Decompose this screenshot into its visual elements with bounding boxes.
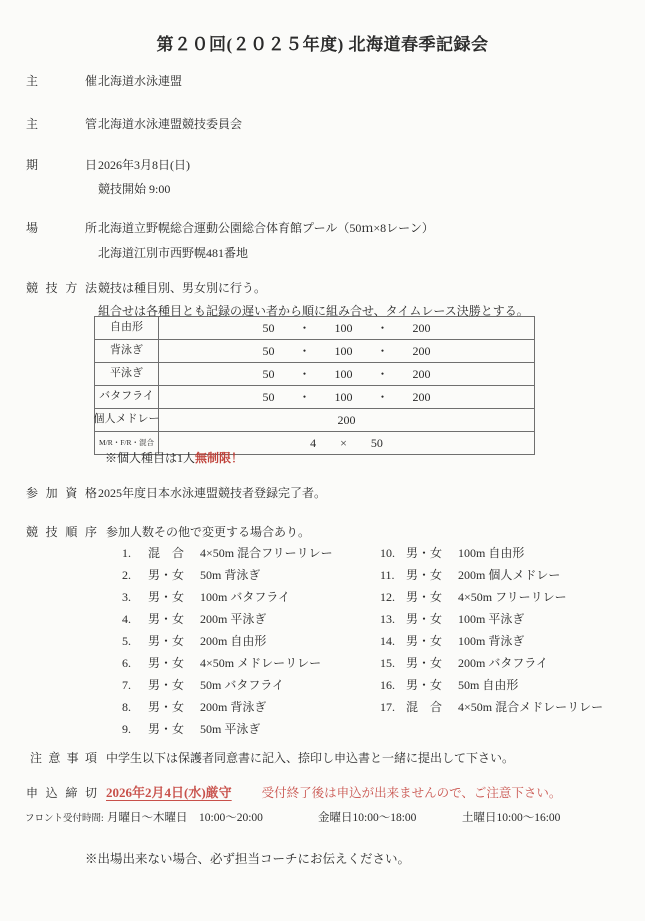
deadline-warning: 受付終了後は申込が出来ませんので、ご注意下さい。 — [261, 786, 562, 800]
event-name: 100m 背泳ぎ — [458, 634, 525, 648]
deadline-date: 2026年2月4日(水)厳守 — [106, 785, 232, 800]
event-name: 100m 自由形 — [458, 546, 525, 560]
event-item — [122, 678, 333, 700]
table-row-distances: 200 — [337, 412, 356, 427]
event-item — [122, 634, 333, 656]
event-name: 200m バタフライ — [458, 656, 548, 670]
event-item — [122, 722, 333, 744]
table-row-label: 背泳ぎ — [95, 340, 159, 362]
table-row-distances: 50 ・ 100 ・ 200 — [262, 343, 431, 358]
event-name: 200m 個人メドレー — [458, 568, 561, 582]
event-name: 200m 平泳ぎ — [200, 612, 267, 626]
event-list-left — [122, 546, 333, 744]
event-number: 4. — [122, 612, 131, 626]
event-number: 10. — [380, 546, 395, 560]
table-row-distances: 50 ・ 100 ・ 200 — [262, 366, 431, 381]
event-name: 200m 背泳ぎ — [200, 700, 267, 714]
event-number: 9. — [122, 722, 131, 736]
event-group: 男・女 — [406, 590, 443, 604]
method-label: 競技方法 — [26, 281, 98, 295]
date-label: 期 日 — [26, 158, 98, 172]
event-name: 4×50m メドレーリレー — [200, 656, 322, 670]
event-number: 13. — [380, 612, 395, 626]
footer-note: ※出場出来ない場合、必ず担当コーチにお伝えください。 — [85, 852, 411, 866]
table-note — [105, 451, 243, 466]
event-group: 男・女 — [148, 700, 185, 714]
event-group: 男・女 — [406, 612, 443, 626]
event-item — [122, 546, 333, 568]
event-group: 男・女 — [148, 590, 185, 604]
table-note-prefix: ※個人種目は1人 — [105, 451, 196, 465]
table-row-label: 自由形 — [95, 317, 159, 339]
event-item — [122, 656, 333, 678]
order-note: 参加人数その他で変更する場合あり。 — [106, 525, 311, 539]
qualification-value: 2025年度日本水泳連盟競技者登録完了者。 — [98, 486, 327, 500]
event-item — [380, 612, 603, 634]
event-name: 50m 自由形 — [458, 678, 519, 692]
event-distance-table — [94, 316, 535, 455]
event-list-right — [380, 546, 603, 722]
date-value: 2026年3月8日(日) — [98, 158, 190, 172]
event-group: 男・女 — [148, 678, 185, 692]
event-group: 男・女 — [406, 546, 443, 560]
page-title: 第２０回(２０２５年度) 北海道春季記録会 — [156, 35, 489, 54]
event-group: 男・女 — [148, 656, 185, 670]
start-time: 競技開始 9:00 — [98, 182, 171, 196]
event-group: 混 合 — [406, 700, 443, 714]
event-item — [122, 590, 333, 612]
event-number: 15. — [380, 656, 395, 670]
event-item — [122, 568, 333, 590]
event-name: 4×50m 混合メドレーリレー — [458, 700, 604, 714]
order-label: 競技順序 — [26, 525, 98, 539]
host-label: 主 催 — [26, 74, 98, 88]
event-name: 50m バタフライ — [200, 678, 284, 692]
event-number: 7. — [122, 678, 131, 692]
event-item — [122, 612, 333, 634]
table-row — [95, 317, 534, 340]
event-name: 100m バタフライ — [200, 590, 290, 604]
event-group: 混 合 — [148, 546, 185, 560]
event-group: 男・女 — [406, 634, 443, 648]
host-value: 北海道水泳連盟 — [98, 74, 183, 88]
event-item — [380, 568, 603, 590]
event-number: 8. — [122, 700, 131, 714]
table-row — [95, 363, 534, 386]
table-row-distances: 50 ・ 100 ・ 200 — [262, 389, 431, 404]
event-number: 16. — [380, 678, 395, 692]
event-name: 4×50m 混合フリーリレー — [200, 546, 333, 560]
event-item — [380, 590, 603, 612]
front-desk-mon-thu: 月曜日～木曜日 10:00～20:00 — [107, 812, 263, 824]
event-group: 男・女 — [148, 634, 185, 648]
event-number: 5. — [122, 634, 131, 648]
manager-value: 北海道水泳連盟競技委員会 — [98, 117, 243, 131]
table-row-distances: 4 × 50 — [310, 435, 383, 450]
event-number: 11. — [380, 568, 395, 582]
table-row — [95, 340, 534, 363]
table-row-distances: 50 ・ 100 ・ 200 — [262, 320, 431, 335]
event-item — [380, 678, 603, 700]
event-number: 6. — [122, 656, 131, 670]
event-number: 17. — [380, 700, 395, 714]
venue-name: 北海道立野幌総合運動公園総合体育館プール（50ｍ×8レーン） — [98, 221, 434, 235]
event-number: 3. — [122, 590, 131, 604]
deadline-line — [106, 785, 561, 802]
table-row-label: 個人メドレー — [95, 409, 159, 431]
event-number: 1. — [122, 546, 131, 560]
table-note-highlight: 無制限！ — [195, 451, 244, 465]
table-row — [95, 409, 534, 432]
event-item — [380, 700, 603, 722]
deadline-label: 申込締切 — [26, 786, 98, 800]
event-name: 4×50m フリーリレー — [458, 590, 567, 604]
venue-label: 場 所 — [26, 221, 98, 235]
table-row-label: 平泳ぎ — [95, 363, 159, 385]
event-group: 男・女 — [406, 568, 443, 582]
table-row-label: バタフライ — [95, 386, 159, 408]
event-number: 12. — [380, 590, 395, 604]
event-group: 男・女 — [148, 568, 185, 582]
event-group: 男・女 — [406, 678, 443, 692]
event-group: 男・女 — [148, 722, 185, 736]
method-line2: 組合せは各種目とも記録の遅い者から順に組み合せ、タイムレース決勝とする。 — [98, 304, 529, 318]
event-name: 200m 自由形 — [200, 634, 267, 648]
event-group: 男・女 — [406, 656, 443, 670]
caution-label: 注意事項 — [30, 751, 98, 765]
venue-address: 北海道江別市西野幌481番地 — [98, 246, 249, 260]
event-group: 男・女 — [148, 612, 185, 626]
table-row-label: M/R・F/R・混合 — [95, 432, 159, 454]
event-item — [122, 700, 333, 722]
qualification-label: 参加資格 — [26, 486, 98, 500]
method-line1: 競技は種目別、男女別に行う。 — [98, 281, 267, 295]
event-item — [380, 656, 603, 678]
event-name: 50m 平泳ぎ — [200, 722, 261, 736]
event-number: 14. — [380, 634, 395, 648]
manager-label: 主 管 — [26, 117, 98, 131]
event-name: 100m 平泳ぎ — [458, 612, 525, 626]
event-item — [380, 634, 603, 656]
caution-value: 中学生以下は保護者同意書に記入、捺印し申込書と一緒に提出して下さい。 — [106, 751, 515, 765]
front-desk-label: フロント受付時間: — [25, 814, 104, 824]
event-name: 50m 背泳ぎ — [200, 568, 261, 582]
front-desk-fri: 金曜日10:00～18:00 — [318, 812, 417, 824]
front-desk-sat: 土曜日10:00～16:00 — [462, 812, 561, 824]
event-item — [380, 546, 603, 568]
event-number: 2. — [122, 568, 131, 582]
table-row — [95, 386, 534, 409]
